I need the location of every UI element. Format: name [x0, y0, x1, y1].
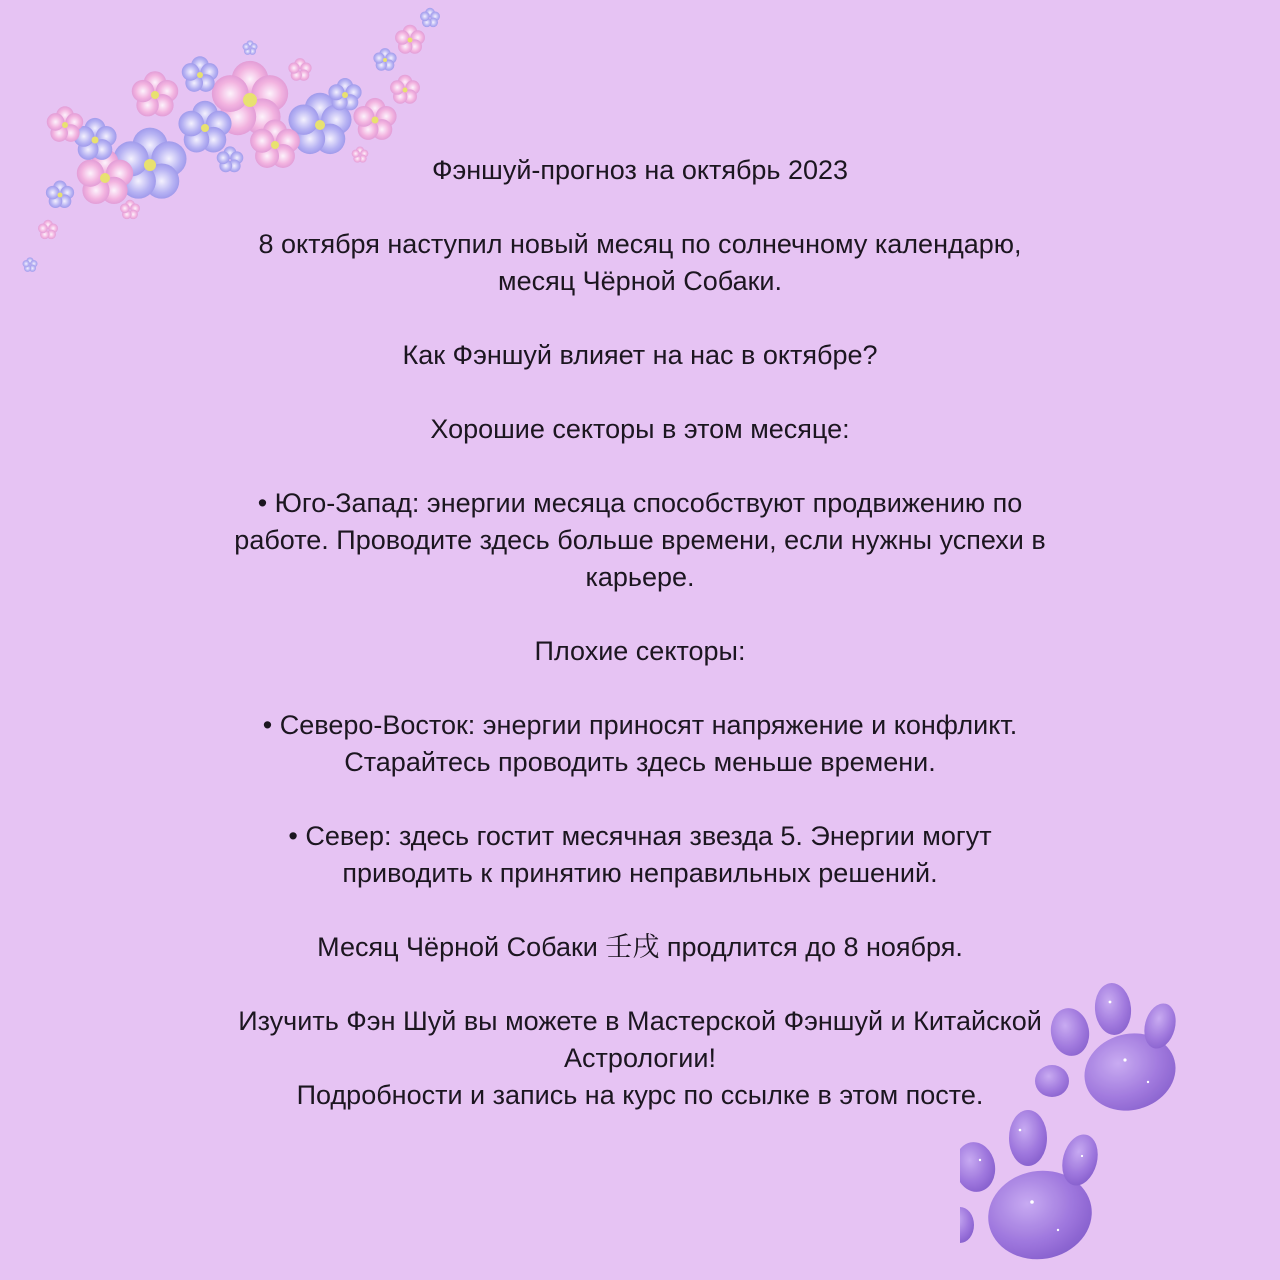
- cta-line-1: Изучить Фэн Шуй вы можете в Мастерской Фэншуй и Китайской: [238, 1006, 1042, 1036]
- bad-sectors-heading: Плохие секторы:: [534, 636, 746, 666]
- list-item-text: Север: здесь гостит месячная звезда 5. Энергии могут: [305, 821, 992, 851]
- intro-line-1: 8 октября наступил новый месяц по солнечному календарю,: [258, 229, 1022, 259]
- bullet: •: [288, 821, 298, 851]
- bullet: •: [257, 488, 268, 518]
- question-text: Как Фэншуй влияет на нас в октябре?: [402, 340, 878, 370]
- bad-sector-northeast-line-2: Старайтесь проводить здесь меньше времени.: [344, 747, 936, 777]
- intro-line-2: месяц Чёрной Собаки.: [498, 266, 782, 296]
- bad-sector-northeast: [200, 707, 1080, 744]
- good-sector-southwest-line-2: работе. Проводите здесь больше времени, если нужны успехи в: [234, 525, 1046, 555]
- cta-line-2: Астрологии!: [564, 1043, 716, 1073]
- bad-sector-north: [200, 818, 1080, 855]
- bullet: •: [262, 710, 273, 740]
- list-item-text: Северо-Восток: энергии приносят напряжение и конфликт.: [279, 710, 1018, 740]
- post-text: [200, 152, 1080, 1114]
- good-sectors-heading: Хорошие секторы в этом месяце:: [430, 414, 850, 444]
- post-title: Фэншуй-прогноз на октябрь 2023: [431, 155, 849, 185]
- good-sector-southwest-line-3: карьере.: [585, 562, 695, 592]
- month-end-text: Месяц Чёрной Собаки 壬戌 продлится до 8 ноября.: [317, 932, 963, 962]
- list-item-text: Юго-Запад: энергии месяца способствуют продвижению по: [274, 488, 1023, 518]
- cta-line-3: Подробности и запись на курс по ссылке в этом посте.: [296, 1080, 984, 1110]
- bad-sector-north-line-2: приводить к принятию неправильных решений.: [342, 858, 938, 888]
- good-sector-southwest: [200, 485, 1080, 522]
